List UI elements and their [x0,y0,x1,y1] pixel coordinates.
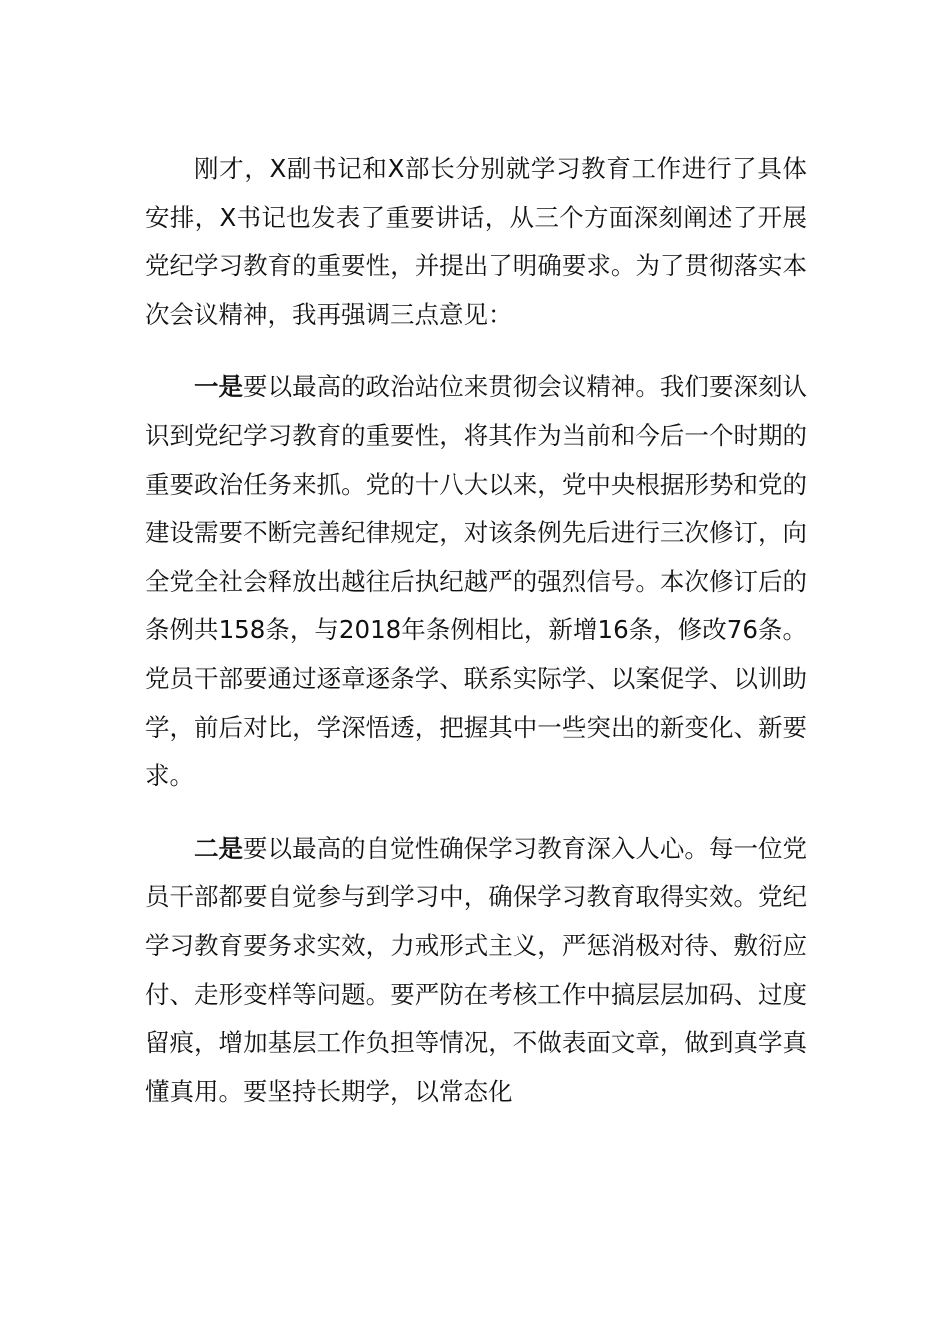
paragraph-text: 刚才，X副书记和X部长分别就学习教育工作进行了具体安排，X书记也发表了重要讲话，从三个方面深刻阐述了开展党纪学习教育的重要性，并提出了明确要求。为了贯彻落实本次会议精神，我再强调三点意见： [145,154,807,329]
paragraph-lead: 二是 [194,833,244,863]
paragraph-point-two [145,825,807,1117]
paragraph-text: 要以最高的自觉性确保学习教育深入人心。每一位党员干部都要自觉参与到学习中，确保学习教育取得实效。党纪学习教育要务求实效，力戒形式主义，严惩消极对待、敷衍应付、走形变样等问题。要严防在考核工作中搞层层加码、过度留痕，增加基层工作负担等情况，不做表面文章，做到真学真懂真用。要坚持长期学，以常态化 [145,833,808,1106]
paragraph-intro [145,145,807,339]
paragraph-lead: 一是 [194,372,244,402]
document-body [145,145,807,1116]
paragraph-text: 要以最高的政治站位来贯彻会议精神。我们要深刻认识到党纪学习教育的重要性，将其作为当前和今后一个时期的重要政治任务来抓。党的十八大以来，党中央根据形势和党的建设需要不断完善纪律规定，对该条例先后进行三次修订，向全党全社会释放出越往后执纪越严的强烈信号。本次修订后的条例共158条，与2018年条例相比，新增16条，修改76条。党员干部要通过逐章逐条学、联系实际学、以案促学、以训助学，前后对比，学深悟透，把握其中一些突出的新变化、新要求。 [145,372,808,791]
paragraph-point-one [145,363,807,800]
